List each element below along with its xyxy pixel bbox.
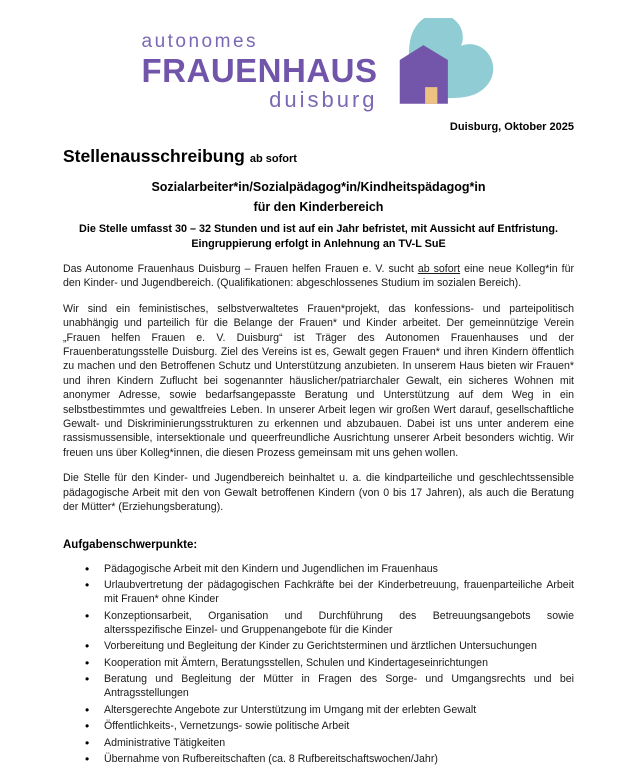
tasks-heading: Aufgabenschwerpunkte:: [63, 538, 198, 551]
task-item: • Urlaubvertretung der pädagogischen Fachkräfte bei der Kinderbetreuung, frauenparteiliche Arbeit mit Frauen* ohne Kinder: [63, 578, 574, 606]
logo-wordmark: [142, 16, 378, 112]
job-conditions-line1: Die Stelle umfasst 30 – 32 Stunden und ist auf ein Jahr befristet, mit Aussicht auf Entfristung.: [79, 223, 558, 235]
role-paragraph: Die Stelle für den Kinder- und Jugendbereich beinhaltet u. a. die kindparteiliche und geschlechtssensible pädagogische Arbeit mit den von Gewalt betroffenen Kindern (von 0 bis 17 Jahren), als auch die Beratung der Mütter* (Erziehungsberatung).: [63, 472, 574, 514]
job-conditions: [63, 222, 574, 251]
logo-text-frauenhaus: FRAUENHAUS: [141, 52, 378, 89]
door-shape: [425, 87, 437, 104]
tasks-list: [63, 562, 574, 767]
logo-text-duisburg: duisburg: [269, 87, 378, 112]
task-item: • Altersgerechte Angebote zur Unterstützung im Umgang mit der erlebten Gewalt: [63, 703, 574, 717]
task-item: • Pädagogische Arbeit mit den Kindern und Jugendlichen im Frauenhaus: [63, 562, 574, 576]
task-item: • Übernahme von Rufbereitschaften (ca. 8 Rufbereitschaftswochen/Jahr): [63, 752, 574, 766]
task-item: • Beratung und Begleitung der Mütter in Fragen des Sorge- und Umgangsrechts und bei Antragsstellungen: [63, 672, 574, 700]
task-item: • Konzeptionsarbeit, Organisation und Durchführung des Betreuungsangebots sowie altersspezifische Einzel- und Gruppenangebote für die Kinder: [63, 609, 574, 637]
logo-text-autonomes: autonomes: [141, 31, 259, 52]
ab-sofort-underlined-text: ab sofort: [417, 263, 461, 275]
job-title: [63, 177, 574, 217]
intro-text-before: Das Autonome Frauenhaus Duisburg – Frauen helfen Frauen e. V. sucht: [63, 263, 418, 275]
job-conditions-line2: Eingruppierung erfolgt in Anlehnung an TV-L SuE: [191, 237, 446, 250]
job-title-line2: für den Kinderbereich: [253, 200, 384, 214]
intro-paragraph: [63, 262, 574, 291]
task-item: • Vorbereitung und Begleitung der Kinder zu Gerichtsterminen und ärztlichen Untersuchungen: [63, 639, 574, 653]
page-title: [63, 146, 574, 170]
logo: [63, 0, 574, 116]
job-title-line1: Sozialarbeiter*in/Sozialpädagog*in/Kindheitspädagog*in: [151, 180, 486, 194]
task-item: • Administrative Tätigkeiten: [63, 736, 574, 750]
task-item: • Öffentlichkeits-, Vernetzungs- sowie politische Arbeit: [63, 719, 574, 733]
task-item: • Kooperation mit Ämtern, Beratungsstellen, Schulen und Kindertageseinrichtungen: [63, 656, 574, 670]
heart-house-logo-icon: [391, 18, 496, 116]
page-title-suffix: ab sofort: [249, 153, 297, 165]
about-paragraph: Wir sind ein feministisches, selbstverwaltetes Frauen*projekt, das konfessions- und parteipolitisch unabhängig und parteilich für die Belange der Frauen* und Kinder arbeitet. Der gemeinnützige Verein „Frauen helfen Frauen e. V. Duisburg“ ist Träger des Autonomen Frauenhauses und der Frauenberatungsstelle Duisburg. Ziel des Vereins ist es, Gewalt gegen Frauen* und ihren Kindern öffentlich zu machen und den Betroffenen Schutz und Unterstützung anzubieten. In unserem Haus bieten wir Frauen* und ihren Kindern Zuflucht bei sogenannter häuslicher/patriarchaler Gewalt, ein sicheres Wohnen mit anonymer Adresse, sowie bedarfsangepasste Beratung und Unterstützung auf dem Weg in ein selbstbestimmtes und gewaltfreies Leben. In unserer Arbeit legen wir großen Wert darauf, gesellschaftliche Gewalt- und Diskriminierungsstrukturen zu erkennen und abzubauen. Dabei ist uns unter anderem eine rassismussensible, intersektionale und queerfreundliche Ausrichtung unserer Arbeit besonders wichtig. Wir freuen uns über Kolleg*innen, die diesen Prozess gemeinsam mit uns gehen wollen.: [63, 302, 574, 459]
intro-text-after: eine neue Kolleg*in für den Kinder- und Jugendbereich. (Qualifikationen: abgeschlossenes Studium im sozialen Bereich).: [63, 263, 574, 290]
page-title-main: Stellenausschreibung: [63, 146, 245, 166]
date-line: Duisburg, Oktober 2025: [449, 121, 574, 133]
